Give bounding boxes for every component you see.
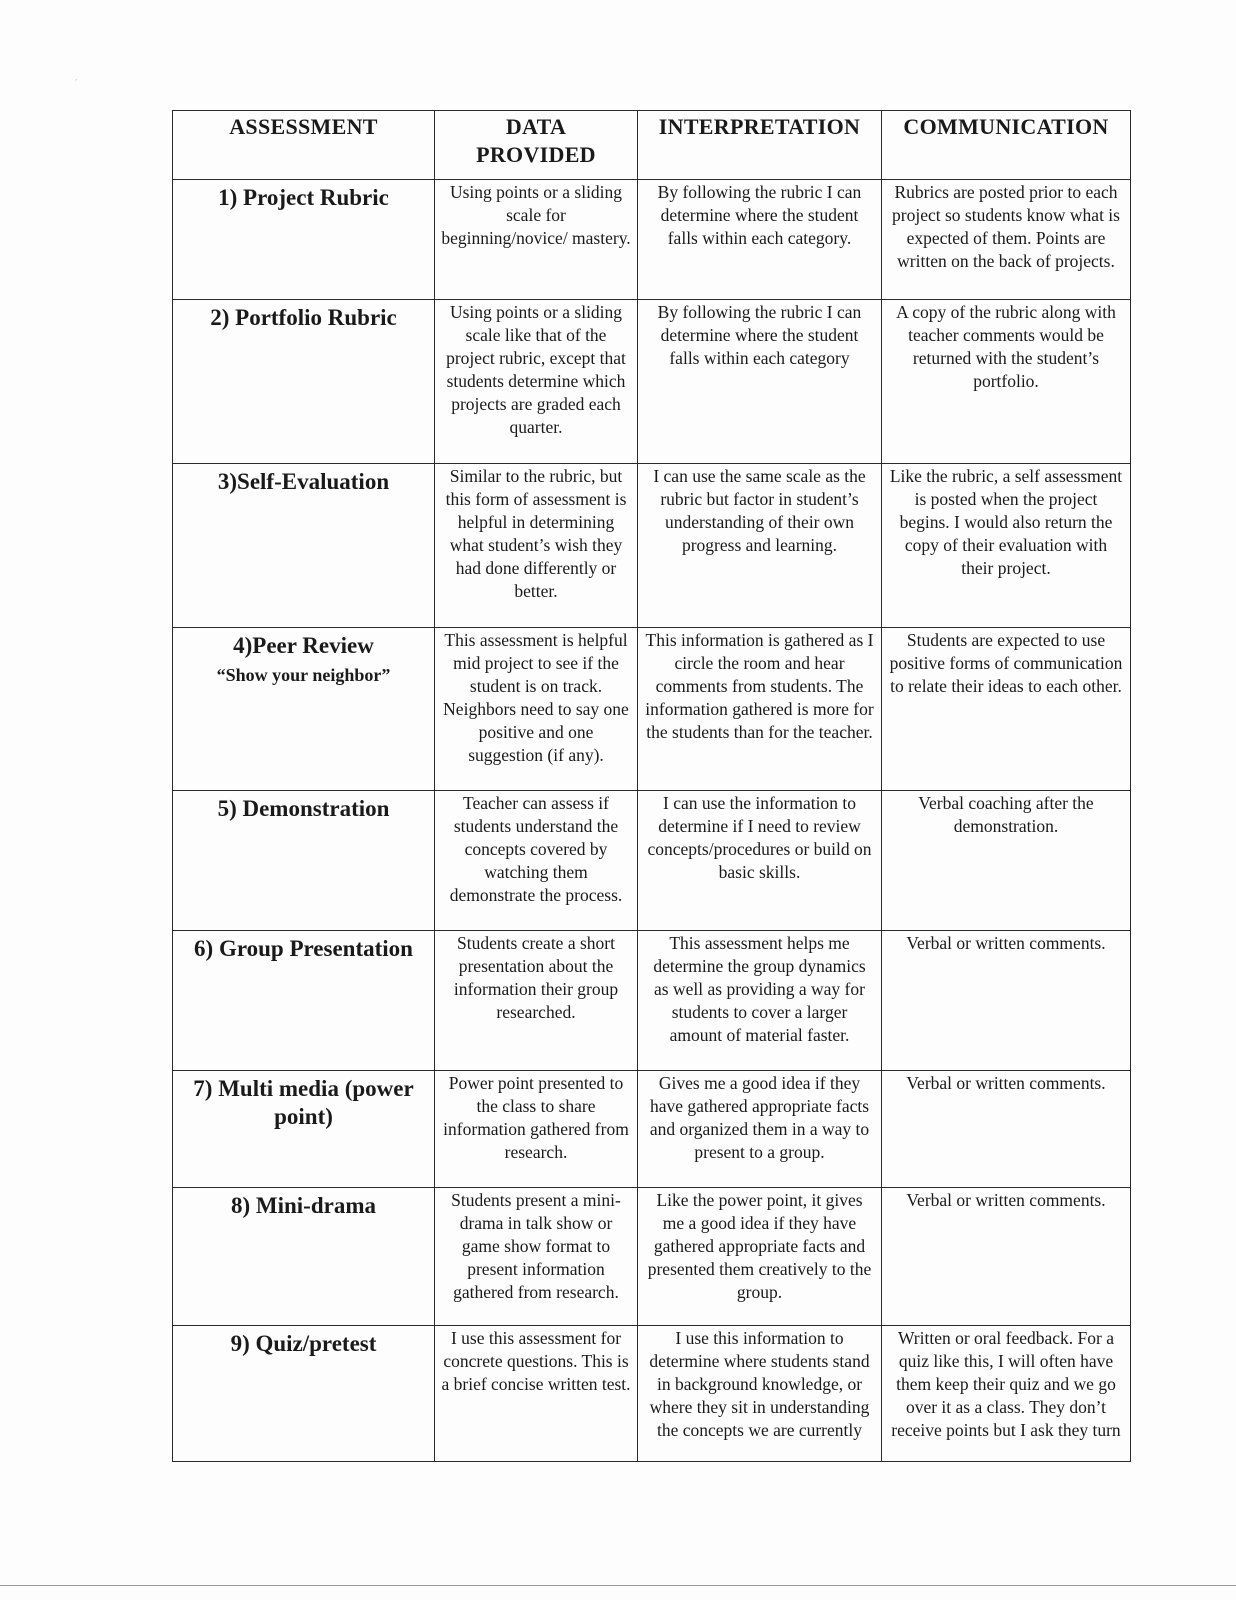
scan-edge-line	[0, 1585, 1236, 1586]
assessment-cell: 2) Portfolio Rubric	[173, 300, 435, 464]
interpretation-cell: I use this information to determine where students stand in background knowledge, or where they sit in understanding the concepts we are currently	[638, 1326, 882, 1462]
table-row	[173, 180, 1131, 300]
table-row	[173, 931, 1131, 1071]
scan-artifact: ′	[75, 78, 78, 89]
table-row	[173, 791, 1131, 931]
data-provided-cell: Students create a short presentation about the information their group researched.	[435, 931, 638, 1071]
assessment-cell: 1) Project Rubric	[173, 180, 435, 300]
header-communication: COMMUNICATION	[882, 111, 1131, 180]
header-interpretation: INTERPRETATION	[638, 111, 882, 180]
data-provided-cell: Using points or a sliding scale like that of the project rubric, except that students determine which projects are graded each quarter.	[435, 300, 638, 464]
communication-cell: Written or oral feedback. For a quiz like this, I will often have them keep their quiz and we go over it as a class. They don’t receive points but I ask they turn	[882, 1326, 1131, 1462]
interpretation-cell: By following the rubric I can determine where the student falls within each category.	[638, 180, 882, 300]
communication-cell: Verbal or written comments.	[882, 1071, 1131, 1188]
interpretation-cell: By following the rubric I can determine where the student falls within each category	[638, 300, 882, 464]
assessment-cell: 9) Quiz/pretest	[173, 1326, 435, 1462]
interpretation-cell: I can use the information to determine if I need to review concepts/procedures or build on basic skills.	[638, 791, 882, 931]
interpretation-cell: Like the power point, it gives me a good idea if they have gathered appropriate facts and presented them creatively to the group.	[638, 1188, 882, 1326]
header-assessment: ASSESSMENT	[173, 111, 435, 180]
header-row	[173, 111, 1131, 180]
interpretation-cell: Gives me a good idea if they have gathered appropriate facts and organized them in a way to present to a group.	[638, 1071, 882, 1188]
communication-cell: Verbal or written comments.	[882, 1188, 1131, 1326]
communication-cell: Verbal coaching after the demonstration.	[882, 791, 1131, 931]
communication-cell: Verbal or written comments.	[882, 931, 1131, 1071]
communication-cell: Like the rubric, a self assessment is posted when the project begins. I would also return the copy of their evaluation with their project.	[882, 464, 1131, 628]
data-provided-cell: Students present a mini-drama in talk show or game show format to present information gathered from research.	[435, 1188, 638, 1326]
header-data-provided: DATA PROVIDED	[435, 111, 638, 180]
interpretation-cell: I can use the same scale as the rubric but factor in student’s understanding of their own progress and learning.	[638, 464, 882, 628]
communication-cell: A copy of the rubric along with teacher comments would be returned with the student’s portfolio.	[882, 300, 1131, 464]
interpretation-cell: This assessment helps me determine the group dynamics as well as providing a way for students to cover a larger amount of material faster.	[638, 931, 882, 1071]
assessment-cell: 6) Group Presentation	[173, 931, 435, 1071]
assessment-cell	[173, 628, 435, 791]
assessment-cell: 3)Self-Evaluation	[173, 464, 435, 628]
assessment-title: 4)Peer Review	[233, 633, 374, 658]
data-provided-cell: I use this assessment for concrete questions. This is a brief concise written test.	[435, 1326, 638, 1462]
table-row	[173, 1071, 1131, 1188]
assessment-cell: 8) Mini-drama	[173, 1188, 435, 1326]
communication-cell: Rubrics are posted prior to each project so students know what is expected of them. Points are written on the back of projects.	[882, 180, 1131, 300]
table-row	[173, 1188, 1131, 1326]
assessment-subtitle: “Show your neighbor”	[216, 665, 391, 685]
data-provided-cell: Power point presented to the class to share information gathered from research.	[435, 1071, 638, 1188]
data-provided-cell: Teacher can assess if students understand the concepts covered by watching them demonstrate the process.	[435, 791, 638, 931]
table-row	[173, 464, 1131, 628]
data-provided-cell: Using points or a sliding scale for beginning/novice/ mastery.	[435, 180, 638, 300]
table-row	[173, 1326, 1131, 1462]
assessment-table	[172, 110, 1131, 1462]
data-provided-cell: Similar to the rubric, but this form of assessment is helpful in determining what student’s wish they had done differently or better.	[435, 464, 638, 628]
communication-cell: Students are expected to use positive forms of communication to relate their ideas to each other.	[882, 628, 1131, 791]
interpretation-cell: This information is gathered as I circle the room and hear comments from students. The information gathered is more for the students than for the teacher.	[638, 628, 882, 791]
data-provided-cell: This assessment is helpful mid project to see if the student is on track. Neighbors need to say one positive and one suggestion (if any).	[435, 628, 638, 791]
assessment-cell: 5) Demonstration	[173, 791, 435, 931]
table-row	[173, 628, 1131, 791]
table-row	[173, 300, 1131, 464]
assessment-cell: 7) Multi media (power point)	[173, 1071, 435, 1188]
